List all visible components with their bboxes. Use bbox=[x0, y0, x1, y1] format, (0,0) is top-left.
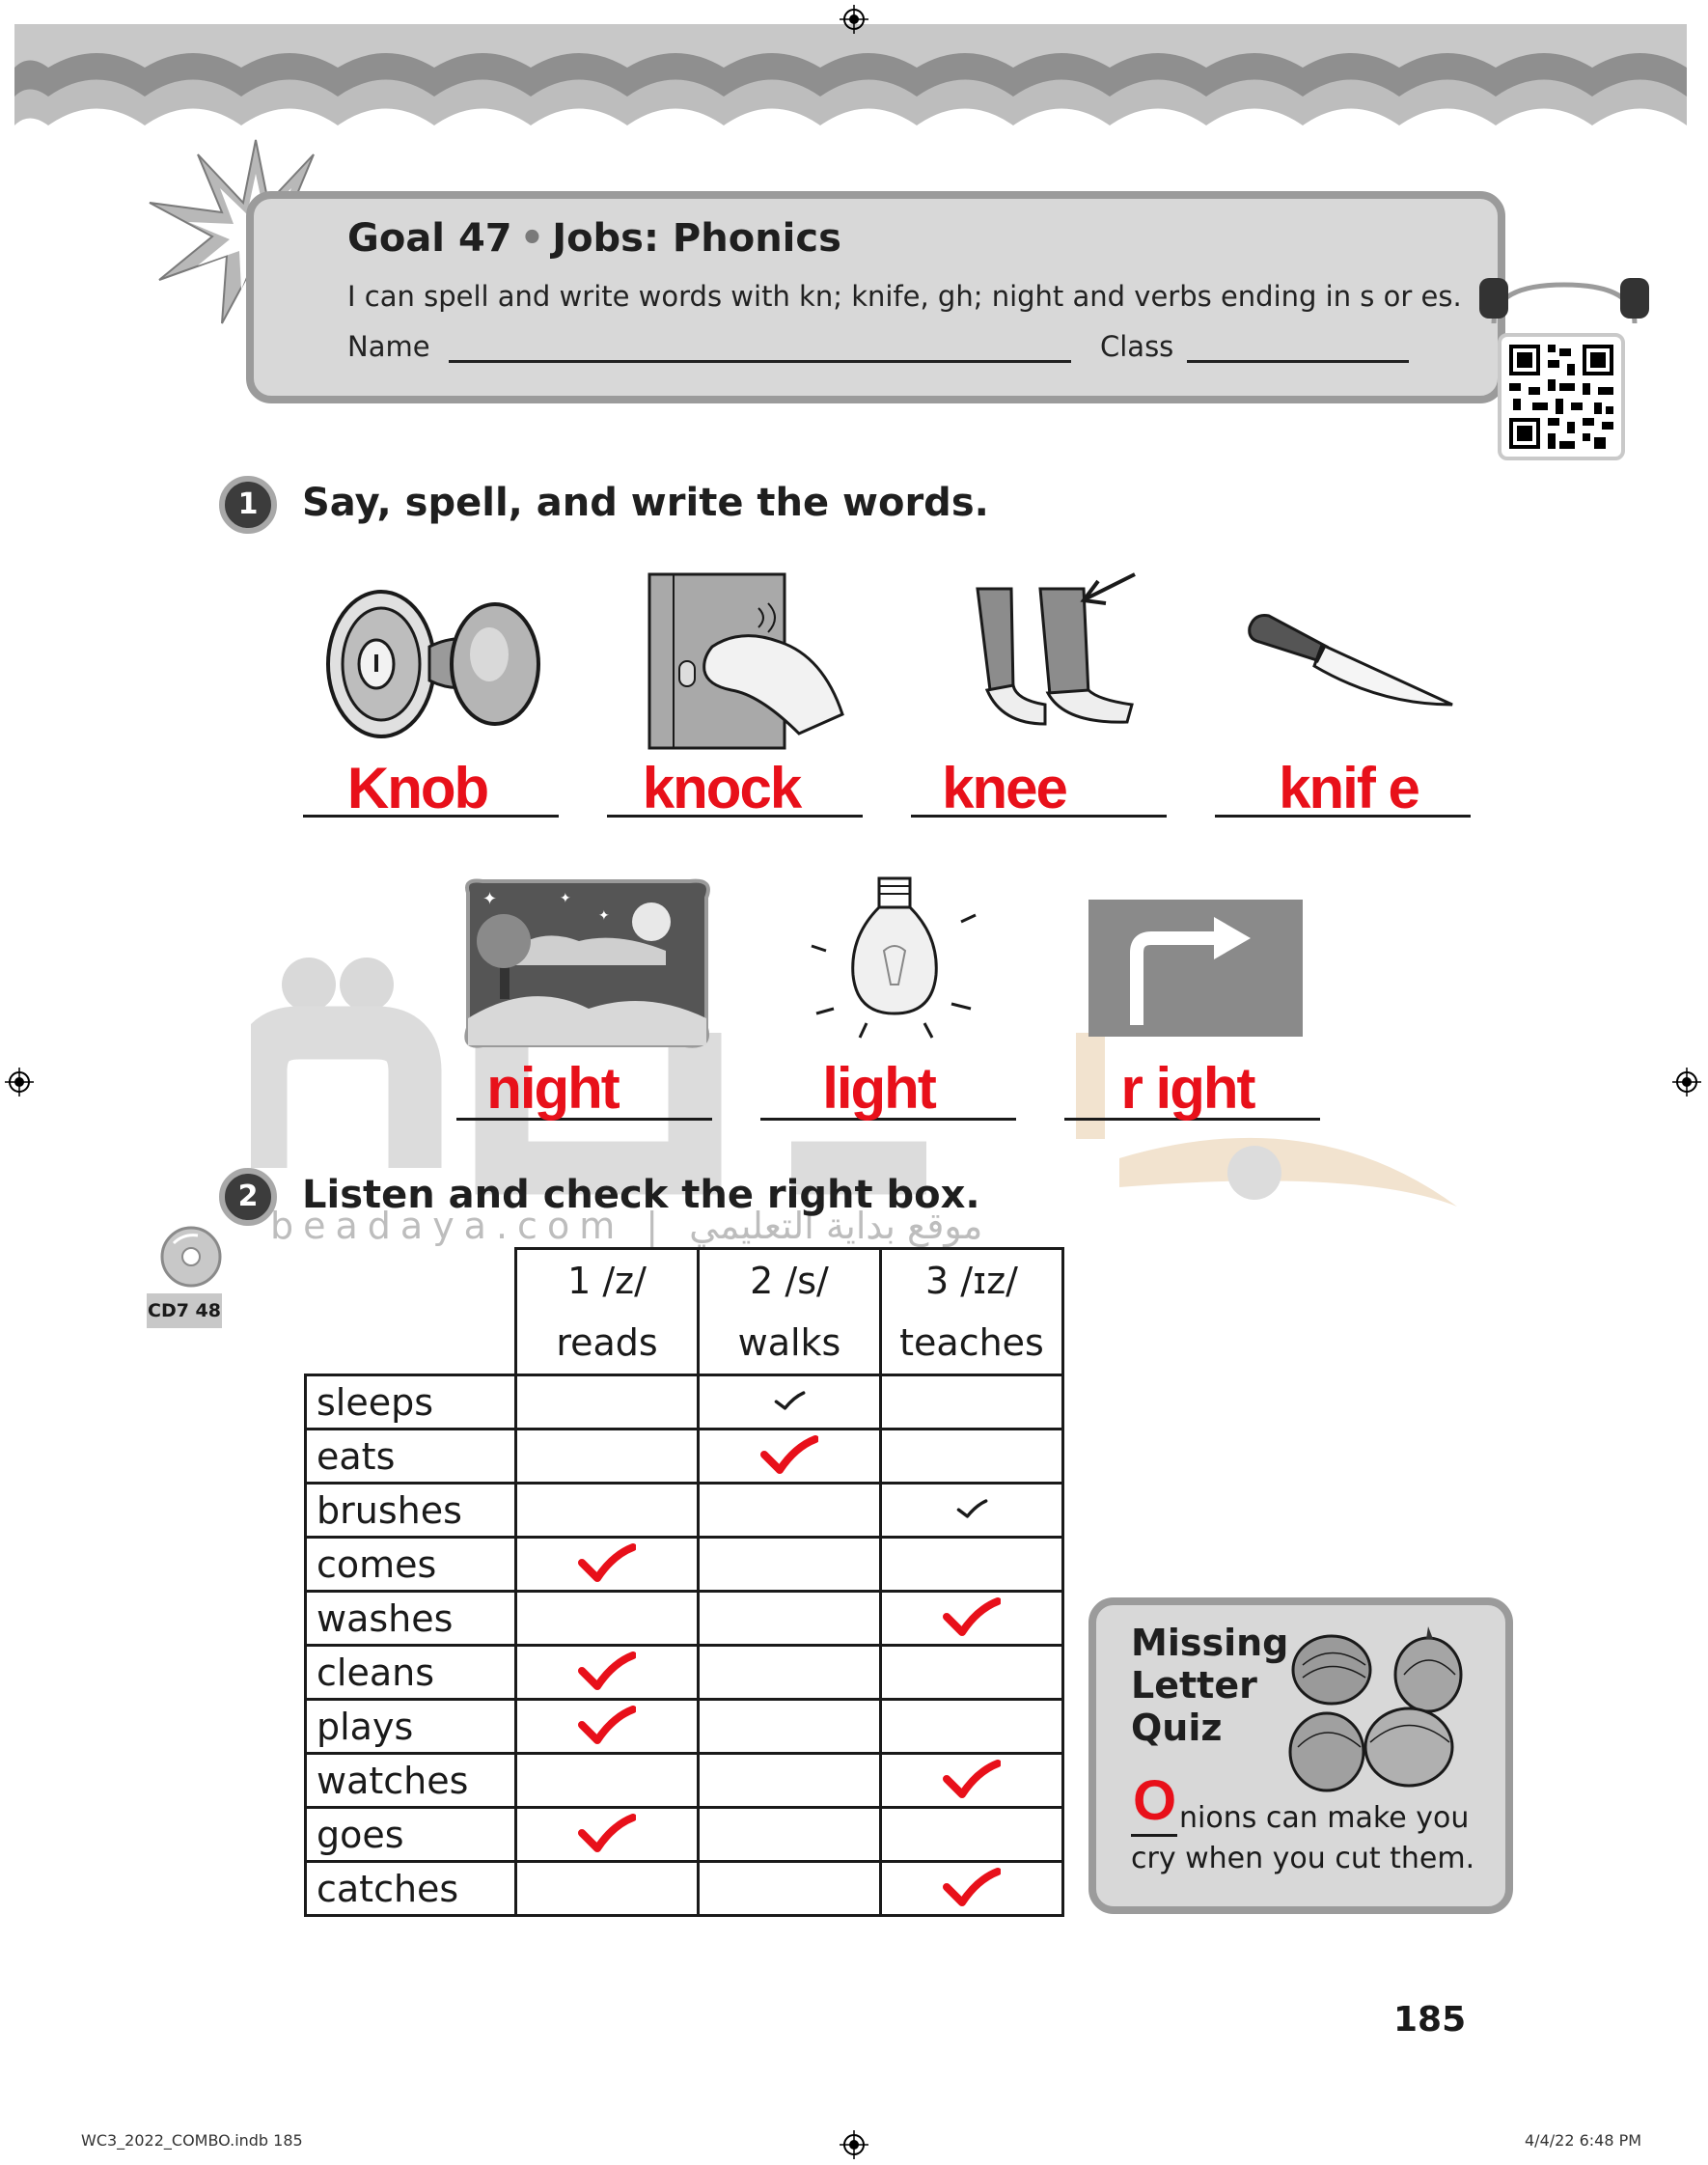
table-row bbox=[306, 1862, 1063, 1916]
column-header-s: 2 /s/ walks bbox=[699, 1249, 881, 1375]
check-mark-icon bbox=[943, 1597, 1001, 1636]
onions-image bbox=[1283, 1622, 1467, 1795]
check-box-cell[interactable] bbox=[516, 1754, 699, 1808]
goal-subtitle: Jobs: Phonics bbox=[552, 216, 841, 261]
registration-mark-icon bbox=[5, 1068, 34, 1096]
quiz-answer-letter: O bbox=[1133, 1769, 1177, 1832]
check-box-cell[interactable] bbox=[699, 1700, 881, 1754]
answer-word-7: r ight bbox=[1120, 1056, 1254, 1121]
check-box-cell[interactable] bbox=[516, 1484, 699, 1538]
qr-code-icon bbox=[1501, 337, 1621, 457]
table-row bbox=[306, 1538, 1063, 1592]
table-row bbox=[306, 1484, 1063, 1538]
answer-word-4: knif e bbox=[1279, 756, 1419, 820]
check-box-cell[interactable] bbox=[699, 1538, 881, 1592]
check-box-cell[interactable] bbox=[881, 1862, 1063, 1916]
answer-word-5: night bbox=[486, 1056, 619, 1121]
check-box-cell[interactable] bbox=[516, 1700, 699, 1754]
check-box-cell[interactable] bbox=[699, 1808, 881, 1862]
check-box-cell[interactable] bbox=[516, 1375, 699, 1429]
knocking-hand-image bbox=[645, 569, 847, 753]
quiz-answer-blank[interactable] bbox=[1131, 1834, 1177, 1837]
row-word: sleeps bbox=[306, 1375, 516, 1429]
answer-word-3: knee bbox=[942, 756, 1066, 820]
goal-title: Goal 47 • Jobs: Phonics bbox=[347, 216, 841, 261]
check-box-cell[interactable] bbox=[881, 1484, 1063, 1538]
class-field[interactable] bbox=[1187, 360, 1409, 363]
table-corner bbox=[306, 1249, 516, 1375]
section-number-2: 2 bbox=[219, 1168, 277, 1226]
knee-image bbox=[973, 569, 1151, 738]
table-row bbox=[306, 1429, 1063, 1484]
check-box-cell[interactable] bbox=[881, 1646, 1063, 1700]
check-box-cell[interactable] bbox=[516, 1592, 699, 1646]
registration-mark-icon bbox=[840, 5, 868, 34]
light-bulb-image bbox=[807, 869, 980, 1062]
row-word: catches bbox=[306, 1862, 516, 1916]
phonics-check-table bbox=[304, 1247, 1064, 1917]
answer-word-2: knock bbox=[642, 756, 801, 820]
knife-image bbox=[1245, 598, 1457, 714]
table-row bbox=[306, 1808, 1063, 1862]
check-box-cell[interactable] bbox=[699, 1754, 881, 1808]
right-arrow-sign-image bbox=[1088, 900, 1303, 1037]
check-box-cell[interactable] bbox=[699, 1484, 881, 1538]
page-number: 185 bbox=[1393, 2000, 1467, 2040]
column-header-z: 1 /z/ reads bbox=[516, 1249, 699, 1375]
row-word: watches bbox=[306, 1754, 516, 1808]
footer-file-info: WC3_2022_COMBO.indb 185 bbox=[81, 2131, 303, 2150]
quiz-title: Missing Letter Quiz bbox=[1131, 1622, 1289, 1749]
check-box-cell[interactable] bbox=[881, 1808, 1063, 1862]
svg-text:✦: ✦ bbox=[598, 908, 610, 924]
svg-text:✦: ✦ bbox=[482, 889, 498, 909]
check-mark-icon bbox=[760, 1435, 818, 1474]
goal-separator: • bbox=[519, 216, 545, 261]
registration-mark-icon bbox=[1672, 1068, 1701, 1096]
row-word: goes bbox=[306, 1808, 516, 1862]
check-box-cell[interactable] bbox=[881, 1429, 1063, 1484]
check-box-cell[interactable] bbox=[516, 1538, 699, 1592]
footer-date: 4/4/22 6:48 PM bbox=[1525, 2131, 1642, 2150]
check-box-cell[interactable] bbox=[516, 1808, 699, 1862]
qr-code[interactable] bbox=[1498, 333, 1625, 460]
row-word: plays bbox=[306, 1700, 516, 1754]
check-box-cell[interactable] bbox=[516, 1429, 699, 1484]
row-word: eats bbox=[306, 1429, 516, 1484]
audio-track-label: CD7 48 bbox=[147, 1293, 222, 1328]
check-box-cell[interactable] bbox=[516, 1862, 699, 1916]
check-box-cell[interactable] bbox=[881, 1592, 1063, 1646]
check-box-cell[interactable] bbox=[699, 1646, 881, 1700]
section-2-heading: Listen and check the right box. bbox=[302, 1173, 980, 1217]
cd-icon[interactable] bbox=[154, 1224, 227, 1291]
check-box-cell[interactable] bbox=[881, 1700, 1063, 1754]
goal-description: I can spell and write words with kn; knife, gh; night and verbs ending in s or es. bbox=[347, 280, 1462, 313]
check-box-cell[interactable] bbox=[699, 1592, 881, 1646]
answer-word-1: Knob bbox=[346, 756, 488, 820]
registration-mark-icon bbox=[840, 2130, 868, 2159]
quiz-sentence-line2: cry when you cut them. bbox=[1131, 1842, 1475, 1875]
class-label: Class bbox=[1100, 330, 1174, 363]
row-word: brushes bbox=[306, 1484, 516, 1538]
section-number-1: 1 bbox=[219, 476, 277, 534]
check-box-cell[interactable] bbox=[881, 1538, 1063, 1592]
table-row bbox=[306, 1646, 1063, 1700]
check-mark-icon bbox=[578, 1543, 636, 1582]
check-box-cell[interactable] bbox=[699, 1375, 881, 1429]
row-word: washes bbox=[306, 1592, 516, 1646]
check-box-cell[interactable] bbox=[516, 1646, 699, 1700]
check-box-cell[interactable] bbox=[699, 1862, 881, 1916]
row-word: comes bbox=[306, 1538, 516, 1592]
table-row bbox=[306, 1592, 1063, 1646]
check-box-cell[interactable] bbox=[699, 1429, 881, 1484]
check-box-cell[interactable] bbox=[881, 1754, 1063, 1808]
check-mark-icon bbox=[578, 1814, 636, 1852]
check-mark-icon bbox=[578, 1706, 636, 1744]
watermark-text: beadaya.com | موقع بداية التعليمي bbox=[270, 1205, 983, 1247]
check-mark-icon bbox=[943, 1868, 1001, 1906]
answer-word-6: light bbox=[822, 1056, 935, 1121]
column-header-iz: 3 /ɪz/ teaches bbox=[881, 1249, 1063, 1375]
door-knob-image bbox=[323, 579, 550, 743]
table-row bbox=[306, 1700, 1063, 1754]
quiz-sentence-line1: nions can make you bbox=[1179, 1801, 1470, 1835]
row-word: cleans bbox=[306, 1646, 516, 1700]
check-mark-icon bbox=[943, 1760, 1001, 1798]
table-row bbox=[306, 1375, 1063, 1429]
check-mark-icon bbox=[773, 1389, 806, 1412]
check-mark-icon bbox=[955, 1497, 988, 1520]
section-1-heading: Say, spell, and write the words. bbox=[302, 481, 989, 525]
name-field[interactable] bbox=[449, 360, 1071, 363]
check-box-cell[interactable] bbox=[881, 1375, 1063, 1429]
svg-text:✦: ✦ bbox=[560, 891, 571, 906]
night-scene-image bbox=[454, 874, 719, 1057]
check-mark-icon bbox=[578, 1652, 636, 1690]
name-label: Name bbox=[347, 330, 430, 363]
table-row bbox=[306, 1754, 1063, 1808]
